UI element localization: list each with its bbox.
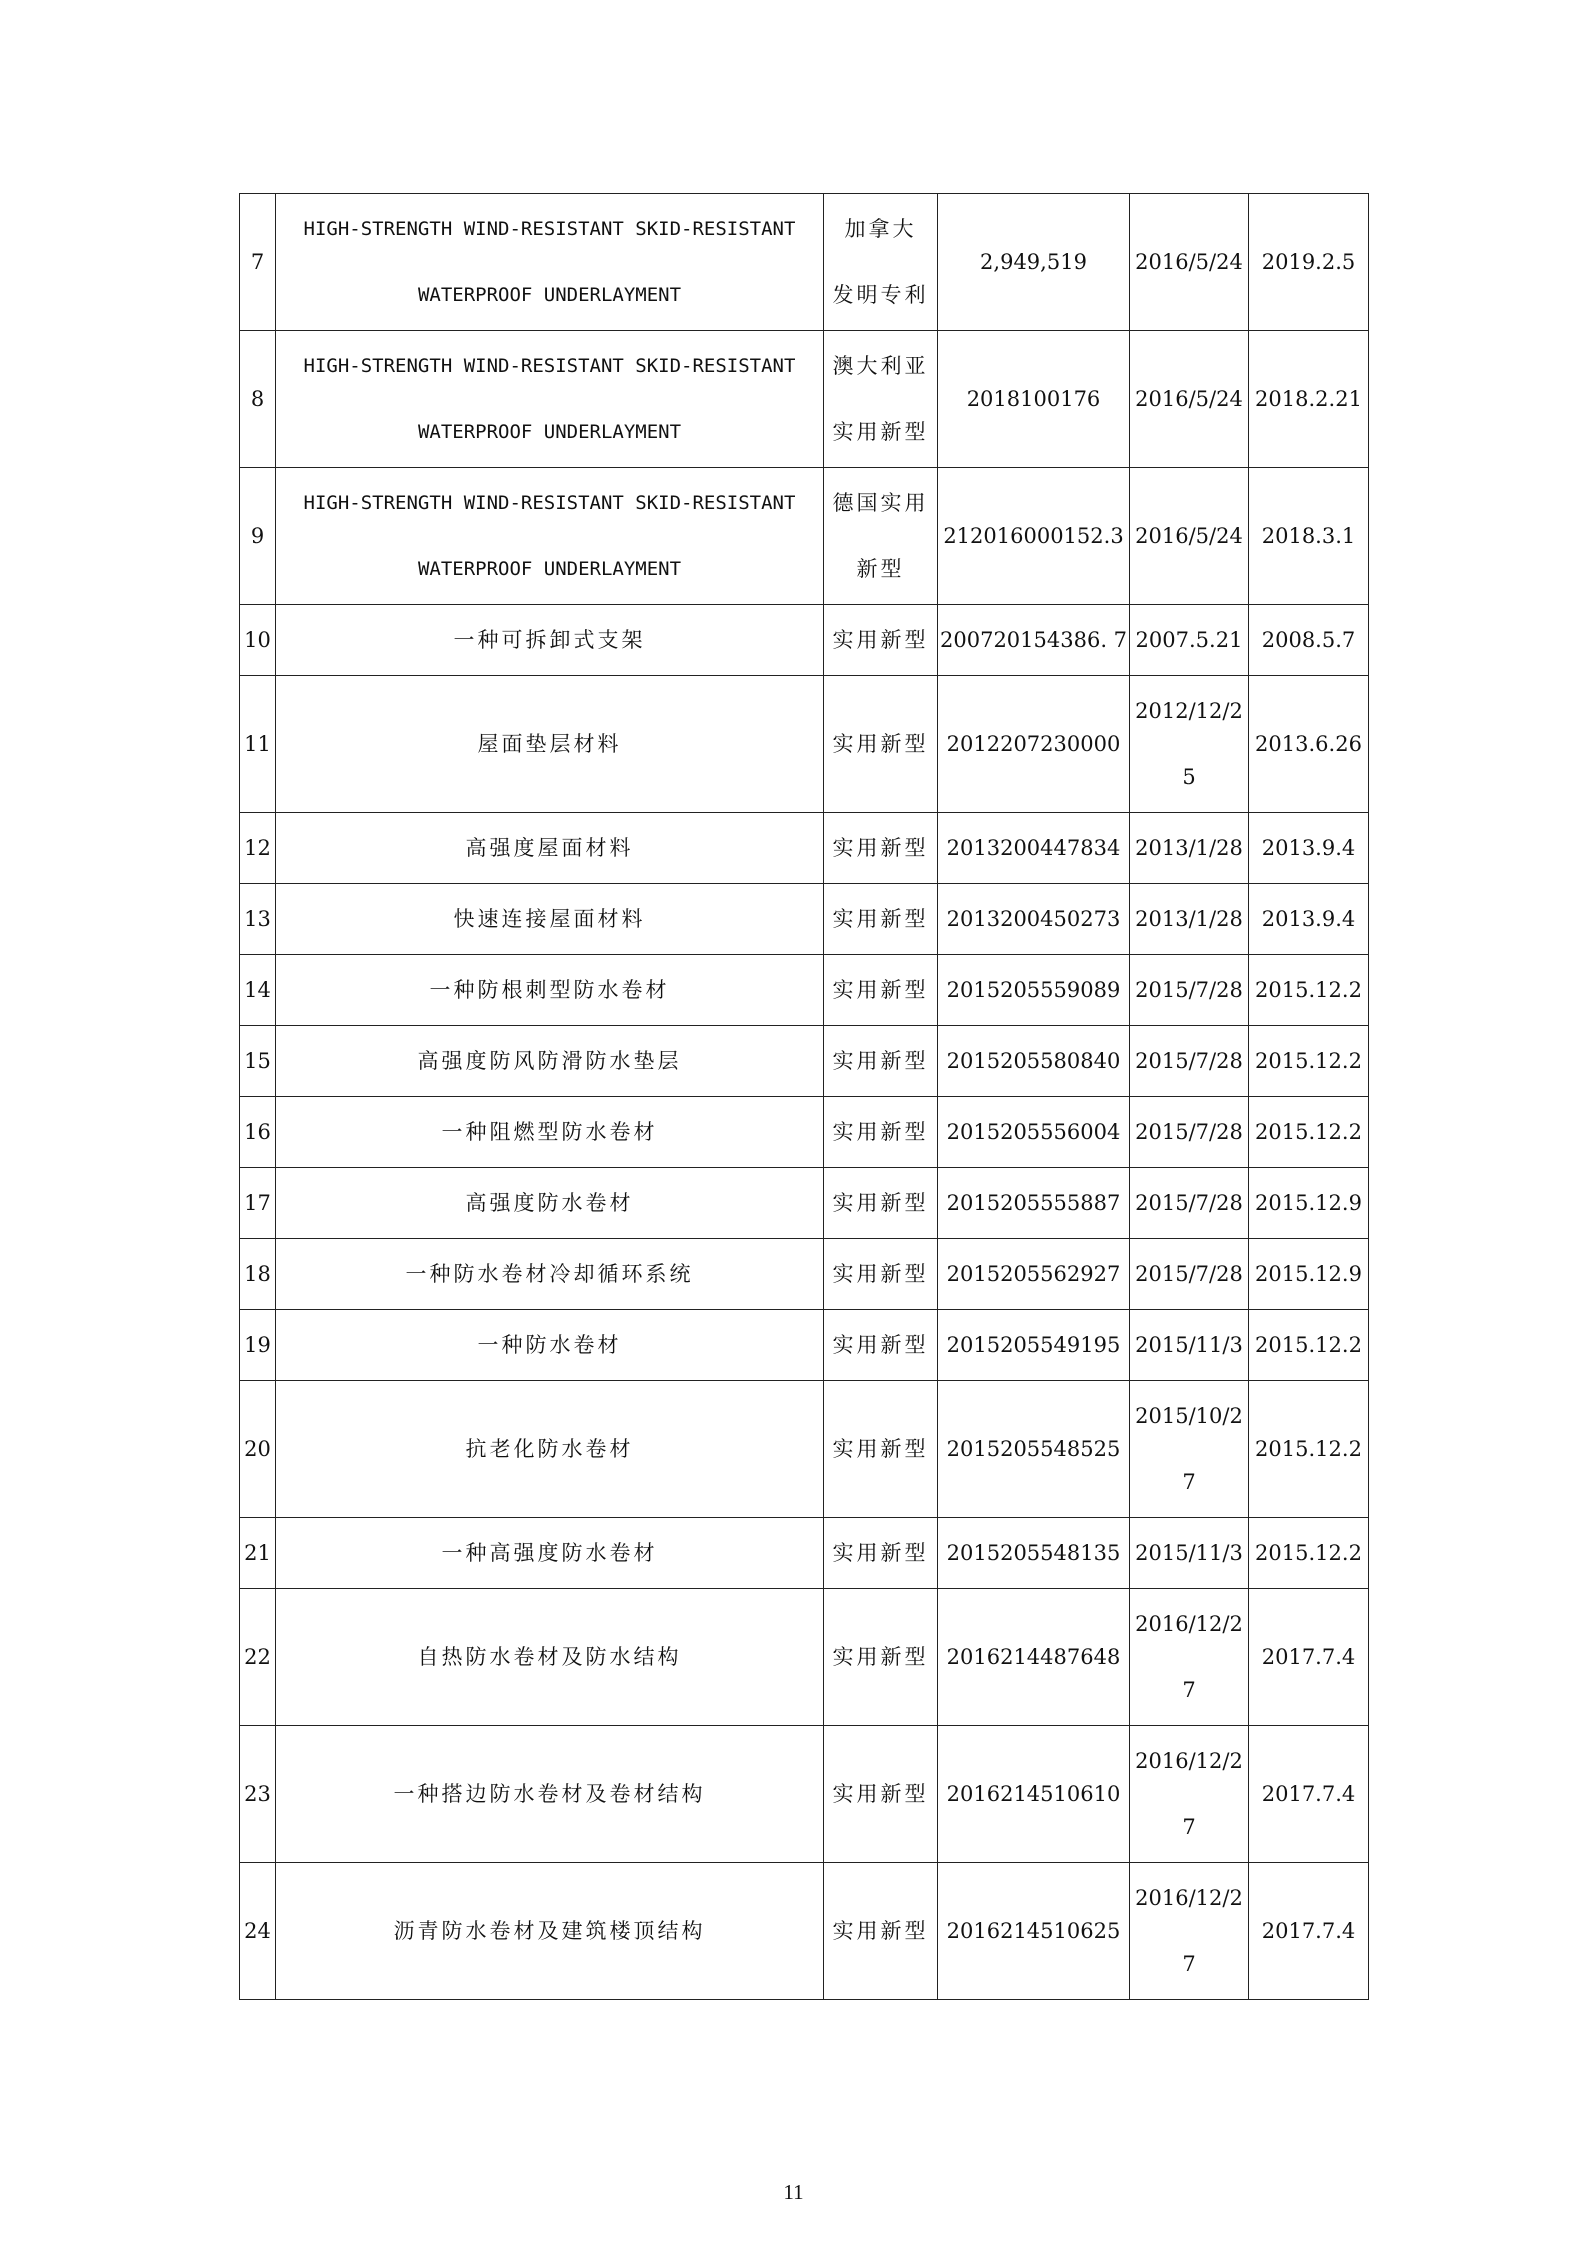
- row-number-cell: [240, 955, 276, 1026]
- patent-number-cell: [938, 1518, 1130, 1589]
- patent-type-cell: [824, 813, 938, 884]
- patent-type-text: 实用新型: [832, 1781, 929, 1806]
- row-number-cell: [240, 1589, 276, 1726]
- patent-name-text: 高强度防水卷材: [465, 1190, 634, 1215]
- patent-type-cell: [824, 676, 938, 813]
- row-number-cell: [240, 1097, 276, 1168]
- application-date-cell: [1130, 331, 1249, 468]
- row-number-text: 10: [244, 627, 271, 652]
- patent-number-cell: [938, 1726, 1130, 1863]
- application-date-cell: [1130, 1239, 1249, 1310]
- patent-number-cell: [938, 605, 1130, 676]
- patent-number-cell: [938, 1310, 1130, 1381]
- grant-date-text: 2015.12.2: [1255, 1436, 1362, 1461]
- grant-date-cell: [1249, 1381, 1369, 1518]
- patent-name-text: 一种防水卷材: [477, 1332, 622, 1357]
- application-date-text: 2013/1/28: [1135, 906, 1243, 931]
- application-date-text: 2007.5.21: [1135, 627, 1243, 652]
- row-number-text: 9: [250, 523, 265, 548]
- patent-number-cell: [938, 194, 1130, 331]
- application-date-text: 2015/11/3: [1135, 1332, 1243, 1357]
- grant-date-text: 2013.9.4: [1261, 835, 1356, 860]
- application-date-cell: [1130, 1168, 1249, 1239]
- patent-name-text: 沥青防水卷材及建筑楼顶结构: [393, 1918, 706, 1943]
- row-number-text: 12: [244, 835, 271, 860]
- grant-date-cell: [1249, 1239, 1369, 1310]
- row-number-cell: [240, 468, 276, 605]
- application-date-text: 2015/7/28: [1135, 1261, 1243, 1286]
- grant-date-cell: [1249, 331, 1369, 468]
- grant-date-cell: [1249, 1168, 1369, 1239]
- grant-date-text: 2015.12.2: [1255, 1540, 1362, 1565]
- patent-number-text: 2015205549195: [946, 1332, 1121, 1357]
- patent-type-text: 实用新型: [832, 731, 929, 756]
- patent-type-cell: [824, 1589, 938, 1726]
- patent-type-text: 实用新型: [832, 1540, 929, 1565]
- row-number-cell: [240, 194, 276, 331]
- patent-type-text: 实用新型: [832, 835, 929, 860]
- patent-name-text: HIGH-STRENGTH WIND-RESISTANT SKID-RESISTANT WATERPROOF UNDERLAYMENT: [303, 218, 796, 306]
- grant-date-cell: [1249, 1097, 1369, 1168]
- application-date-cell: [1130, 813, 1249, 884]
- patent-number-cell: [938, 1589, 1130, 1726]
- grant-date-text: 2015.12.2: [1255, 977, 1362, 1002]
- patent-number-cell: [938, 468, 1130, 605]
- patent-type-text: 实用新型: [832, 1119, 929, 1144]
- patent-number-text: 200720154386. 7: [940, 627, 1128, 652]
- patent-number-cell: [938, 331, 1130, 468]
- table-row: [240, 1310, 1369, 1381]
- row-number-text: 16: [244, 1119, 271, 1144]
- application-date-text: 2016/12/2 7: [1135, 1612, 1243, 1702]
- application-date-text: 2016/12/2 7: [1135, 1749, 1243, 1839]
- patent-number-text: 2013200450273: [946, 906, 1121, 931]
- table-row: [240, 813, 1369, 884]
- application-date-cell: [1130, 1381, 1249, 1518]
- table-row: [240, 1026, 1369, 1097]
- row-number-cell: [240, 1168, 276, 1239]
- patent-type-cell: [824, 1310, 938, 1381]
- application-date-text: 2015/7/28: [1135, 1119, 1243, 1144]
- row-number-text: 18: [244, 1261, 271, 1286]
- patent-name-text: HIGH-STRENGTH WIND-RESISTANT SKID-RESISTANT WATERPROOF UNDERLAYMENT: [303, 355, 796, 443]
- application-date-cell: [1130, 605, 1249, 676]
- patent-number-text: 2015205548135: [946, 1540, 1121, 1565]
- application-date-text: 2013/1/28: [1135, 835, 1243, 860]
- application-date-text: 2016/12/2 7: [1135, 1886, 1243, 1976]
- row-number-text: 15: [244, 1048, 271, 1073]
- patent-type-text: 加拿大 发明专利: [832, 217, 929, 307]
- row-number-text: 7: [250, 249, 265, 274]
- patent-name-text: 快速连接屋面材料: [453, 906, 646, 931]
- patent-number-text: 2015205562927: [946, 1261, 1121, 1286]
- row-number-text: 22: [244, 1644, 271, 1669]
- patent-number-cell: [938, 1168, 1130, 1239]
- patent-type-cell: [824, 1168, 938, 1239]
- patent-type-text: 实用新型: [832, 1190, 929, 1215]
- patent-name-cell: [276, 194, 824, 331]
- application-date-cell: [1130, 1097, 1249, 1168]
- patent-type-cell: [824, 468, 938, 605]
- table-row: [240, 1518, 1369, 1589]
- patent-type-cell: [824, 1026, 938, 1097]
- row-number-cell: [240, 1863, 276, 2000]
- patent-number-text: 2013200447834: [946, 835, 1121, 860]
- patent-name-cell: [276, 468, 824, 605]
- grant-date-text: 2015.12.9: [1255, 1261, 1362, 1286]
- patent-type-text: 实用新型: [832, 1644, 929, 1669]
- row-number-text: 14: [244, 977, 271, 1002]
- application-date-text: 2015/10/2 7: [1135, 1404, 1243, 1494]
- application-date-cell: [1130, 1726, 1249, 1863]
- grant-date-text: 2018.2.21: [1255, 386, 1362, 411]
- application-date-text: 2015/7/28: [1135, 977, 1243, 1002]
- patent-number-cell: [938, 1097, 1130, 1168]
- patent-number-cell: [938, 1239, 1130, 1310]
- patent-type-cell: [824, 955, 938, 1026]
- table-row: [240, 1097, 1369, 1168]
- table-row: [240, 676, 1369, 813]
- grant-date-text: 2019.2.5: [1261, 249, 1356, 274]
- row-number-cell: [240, 1726, 276, 1863]
- patent-name-text: 一种阻燃型防水卷材: [441, 1119, 658, 1144]
- grant-date-cell: [1249, 605, 1369, 676]
- application-date-text: 2012/12/2 5: [1135, 699, 1243, 789]
- grant-date-text: 2013.6.26: [1255, 731, 1362, 756]
- patent-name-cell: [276, 813, 824, 884]
- table-row: [240, 1381, 1369, 1518]
- patent-number-text: 2015205580840: [946, 1048, 1121, 1073]
- grant-date-cell: [1249, 194, 1369, 331]
- row-number-text: 17: [244, 1190, 271, 1215]
- patent-number-cell: [938, 676, 1130, 813]
- patent-type-text: 德国实用 新型: [832, 491, 929, 581]
- patent-type-cell: [824, 1097, 938, 1168]
- patent-type-text: 实用新型: [832, 1261, 929, 1286]
- patent-number-text: 2015205555887: [946, 1190, 1121, 1215]
- patent-name-cell: [276, 1239, 824, 1310]
- patent-table-body: [240, 194, 1369, 2000]
- patent-name-text: 自热防水卷材及防水结构: [417, 1644, 682, 1669]
- patent-number-text: 2015205559089: [946, 977, 1121, 1002]
- grant-date-text: 2015.12.2: [1255, 1332, 1362, 1357]
- patent-type-text: 实用新型: [832, 1048, 929, 1073]
- patent-type-text: 实用新型: [832, 1918, 929, 1943]
- patent-name-text: 一种防水卷材冷却循环系统: [405, 1261, 694, 1286]
- grant-date-text: 2015.12.2: [1255, 1119, 1362, 1144]
- patent-name-text: HIGH-STRENGTH WIND-RESISTANT SKID-RESISTANT WATERPROOF UNDERLAYMENT: [303, 492, 796, 580]
- patent-number-cell: [938, 1863, 1130, 2000]
- table-row: [240, 1589, 1369, 1726]
- application-date-text: 2015/11/3: [1135, 1540, 1243, 1565]
- patent-type-cell: [824, 605, 938, 676]
- patent-type-cell: [824, 1381, 938, 1518]
- patent-name-text: 抗老化防水卷材: [465, 1436, 634, 1461]
- application-date-text: 2015/7/28: [1135, 1190, 1243, 1215]
- row-number-cell: [240, 1026, 276, 1097]
- patent-number-text: 2016214487648: [946, 1644, 1121, 1669]
- page-number: 11: [783, 2180, 804, 2204]
- patent-name-cell: [276, 605, 824, 676]
- application-date-cell: [1130, 468, 1249, 605]
- patent-name-text: 高强度防风防滑防水垫层: [417, 1048, 682, 1073]
- patent-name-cell: [276, 1097, 824, 1168]
- patent-type-cell: [824, 1863, 938, 2000]
- grant-date-text: 2017.7.4: [1261, 1644, 1356, 1669]
- patent-type-cell: [824, 884, 938, 955]
- table-row: [240, 605, 1369, 676]
- patent-name-cell: [276, 955, 824, 1026]
- table-row: [240, 331, 1369, 468]
- row-number-cell: [240, 1239, 276, 1310]
- grant-date-text: 2015.12.9: [1255, 1190, 1362, 1215]
- row-number-text: 21: [244, 1540, 271, 1565]
- grant-date-cell: [1249, 1310, 1369, 1381]
- patent-number-cell: [938, 884, 1130, 955]
- patent-type-text: 澳大利亚 实用新型: [832, 354, 929, 444]
- patent-name-cell: [276, 1589, 824, 1726]
- table-row: [240, 955, 1369, 1026]
- patent-table: [239, 193, 1369, 2000]
- grant-date-text: 2018.3.1: [1261, 523, 1356, 548]
- application-date-cell: [1130, 884, 1249, 955]
- table-row: [240, 194, 1369, 331]
- patent-number-text: 2015205556004: [946, 1119, 1121, 1144]
- patent-number-text: 2016214510610: [946, 1781, 1121, 1806]
- row-number-text: 13: [244, 906, 271, 931]
- row-number-text: 23: [244, 1781, 271, 1806]
- table-row: [240, 1239, 1369, 1310]
- grant-date-cell: [1249, 468, 1369, 605]
- patent-name-text: 屋面垫层材料: [477, 731, 622, 756]
- row-number-cell: [240, 605, 276, 676]
- patent-name-cell: [276, 1863, 824, 2000]
- patent-name-cell: [276, 676, 824, 813]
- patent-name-text: 一种防根刺型防水卷材: [429, 977, 670, 1002]
- grant-date-cell: [1249, 1863, 1369, 2000]
- patent-number-text: 212016000152.3: [943, 523, 1124, 548]
- table-row: [240, 1168, 1369, 1239]
- application-date-cell: [1130, 1589, 1249, 1726]
- application-date-cell: [1130, 194, 1249, 331]
- patent-number-cell: [938, 1381, 1130, 1518]
- patent-type-cell: [824, 1239, 938, 1310]
- patent-type-cell: [824, 331, 938, 468]
- patent-type-cell: [824, 1726, 938, 1863]
- application-date-text: 2016/5/24: [1135, 523, 1243, 548]
- row-number-cell: [240, 813, 276, 884]
- table-row: [240, 1726, 1369, 1863]
- row-number-text: 8: [250, 386, 265, 411]
- row-number-text: 20: [244, 1436, 271, 1461]
- patent-name-cell: [276, 1381, 824, 1518]
- application-date-text: 2016/5/24: [1135, 386, 1243, 411]
- patent-type-cell: [824, 194, 938, 331]
- row-number-text: 19: [244, 1332, 271, 1357]
- grant-date-cell: [1249, 1726, 1369, 1863]
- patent-name-cell: [276, 331, 824, 468]
- patent-number-text: 2012207230000: [946, 731, 1121, 756]
- grant-date-cell: [1249, 955, 1369, 1026]
- table-row: [240, 1863, 1369, 2000]
- patent-number-text: 2,949,519: [980, 249, 1087, 274]
- grant-date-cell: [1249, 1026, 1369, 1097]
- row-number-cell: [240, 884, 276, 955]
- patent-type-text: 实用新型: [832, 1436, 929, 1461]
- patent-type-text: 实用新型: [832, 1332, 929, 1357]
- row-number-cell: [240, 1310, 276, 1381]
- patent-type-text: 实用新型: [832, 977, 929, 1002]
- row-number-cell: [240, 1381, 276, 1518]
- patent-number-cell: [938, 1026, 1130, 1097]
- application-date-cell: [1130, 955, 1249, 1026]
- grant-date-text: 2015.12.2: [1255, 1048, 1362, 1073]
- patent-name-text: 一种搭边防水卷材及卷材结构: [393, 1781, 706, 1806]
- application-date-cell: [1130, 1026, 1249, 1097]
- application-date-cell: [1130, 1310, 1249, 1381]
- grant-date-cell: [1249, 1518, 1369, 1589]
- table-row: [240, 884, 1369, 955]
- patent-name-text: 一种高强度防水卷材: [441, 1540, 658, 1565]
- row-number-text: 24: [244, 1918, 271, 1943]
- patent-name-cell: [276, 1518, 824, 1589]
- row-number-cell: [240, 676, 276, 813]
- patent-name-cell: [276, 1026, 824, 1097]
- grant-date-text: 2017.7.4: [1261, 1918, 1356, 1943]
- grant-date-text: 2017.7.4: [1261, 1781, 1356, 1806]
- grant-date-text: 2008.5.7: [1261, 627, 1356, 652]
- application-date-text: 2016/5/24: [1135, 249, 1243, 274]
- patent-number-text: 2015205548525: [946, 1436, 1121, 1461]
- patent-name-text: 高强度屋面材料: [465, 835, 634, 860]
- row-number-text: 11: [244, 731, 271, 756]
- grant-date-cell: [1249, 676, 1369, 813]
- grant-date-cell: [1249, 884, 1369, 955]
- patent-type-text: 实用新型: [832, 906, 929, 931]
- patent-name-cell: [276, 1310, 824, 1381]
- application-date-text: 2015/7/28: [1135, 1048, 1243, 1073]
- patent-number-cell: [938, 813, 1130, 884]
- patent-name-text: 一种可拆卸式支架: [453, 627, 646, 652]
- patent-number-text: 2018100176: [966, 386, 1101, 411]
- row-number-cell: [240, 1518, 276, 1589]
- patent-number-cell: [938, 955, 1130, 1026]
- table-row: [240, 468, 1369, 605]
- patent-name-cell: [276, 1726, 824, 1863]
- application-date-cell: [1130, 676, 1249, 813]
- grant-date-cell: [1249, 813, 1369, 884]
- patent-name-cell: [276, 884, 824, 955]
- grant-date-text: 2013.9.4: [1261, 906, 1356, 931]
- patent-type-text: 实用新型: [832, 627, 929, 652]
- application-date-cell: [1130, 1518, 1249, 1589]
- row-number-cell: [240, 331, 276, 468]
- patent-name-cell: [276, 1168, 824, 1239]
- patent-number-text: 2016214510625: [946, 1918, 1121, 1943]
- grant-date-cell: [1249, 1589, 1369, 1726]
- patent-type-cell: [824, 1518, 938, 1589]
- application-date-cell: [1130, 1863, 1249, 2000]
